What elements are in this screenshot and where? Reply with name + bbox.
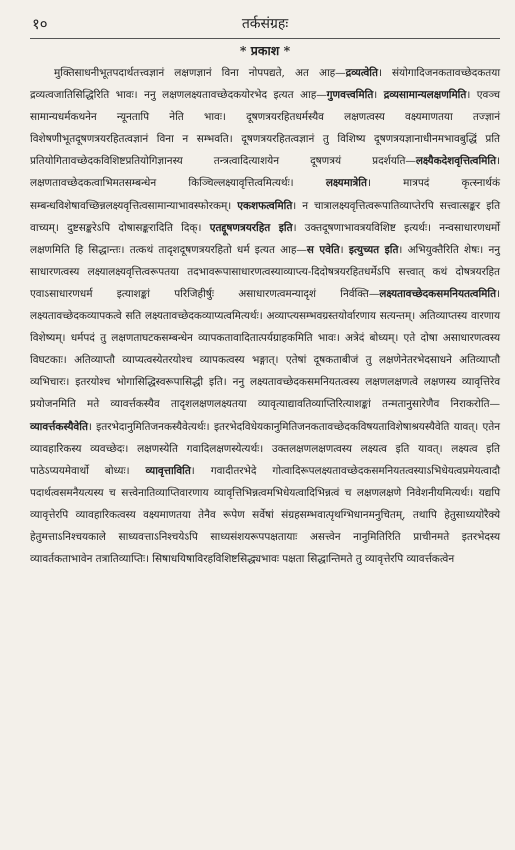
headword: द्रव्यसामान्यलक्षणमिति (383, 89, 467, 102)
headword: लक्ष्यैकदेशवृत्तित्वमिति (415, 155, 497, 168)
page-header (30, 14, 500, 36)
commentary-text: । लक्षणतावच्छेदकत्वाभिमतसम्बन्धेन किञ्चिल्लक्ष्यावृत्तित्वमित्यर्थः। (30, 155, 500, 190)
commentary-text: । (339, 243, 349, 256)
running-title: तर्कसंग्रहः (241, 16, 289, 32)
headword: इत्युच्यत इति (348, 243, 399, 256)
headword: स एवेति (306, 243, 340, 256)
commentary-text: । संयोगादिजनकतावच्छेदकतया द्रव्यत्वजातिसिद्धिरिति भावः। ननु लक्षणलक्ष्यतावच्छेदकयोरभेद इत्यत आह— (30, 67, 500, 102)
book-page (30, 14, 500, 840)
headword: व्यावर्त्तकस्यैवेति (30, 420, 88, 433)
headword: एकशफत्वमिति (237, 199, 293, 212)
commentary-text: । न चात्रालक्ष्यवृत्तित्वरूपातिव्याप्तेरपि सत्त्वात्सङ्कर इति वाच्यम्। दुष्टसङ्करेऽपि दोषासङ्करादिति दिक्। (30, 199, 501, 234)
commentary-text: । गवादीतरभेदे गोत्वादिरूपलक्ष्यतावच्छेदकसमनियतत्वस्याऽभिधेयत्वप्रमेयत्वादौ पदार्थत्वसमनैयत्यस्य च सत्त्वेनातिव्याप्तिवारणाय व्यावृत्तिभिन्नत्वमभिधेयत्वादिभिन्नत्वं च लक्षणलक्षणे निवेशनीयमित्यर्थः। यद्यपि व्यावृत्तेरपि व्यावहारिकत्वस्य वक्ष्यमाणतया तेनैव रूपेण सर्वेषां संग्रहसम्भवात्पृथग्भिधानमनुचितम्, तथापि हेतुसाध्ययोरैक्ये हेतुमत्ताऽनिश्चयकाले साध्यवत्ताऽनिश्चयेऽपि साध्यसंशयरूपपक्षतायाः असत्त्वेन नानुमितिरिति प्राचीनमते इतरभेदस्य व्यावर्तकताभावेन तत्रातिव्याप्तिः। सिषाधयिषाविरहविशिष्टसिद्ध्यभावः पक्षता सिद्धान्तिमते तु व्यावृत्तेरपि व्यावर्त्तकत्वेन (30, 464, 500, 566)
headword: एतद्दूषणत्रयरहित इति (209, 221, 293, 234)
header-rule (30, 38, 500, 39)
headword: लक्ष्यतावच्छेदकसमनियतत्वमिति (379, 287, 497, 300)
commentary-text: मुक्तिसाधनीभूतपदार्थतत्त्वज्ञानं लक्षणज्ञानं विना नोपपद्यते, अत आह— (54, 67, 346, 79)
commentary-text: । अभियुक्तैरिति शेषः। ननु साधारणत्वस्य लक्ष्यालक्ष्यवृत्तित्वरूपतया तदभावरूपासाधारणत्वस्याव्याप्त्य-दिदोषत्रयरहितधर्मेऽपि सत्त्वात् कथं दोषत्रयरहित एवाऽसाधारणधर्म इत्याशङ्कां परिजिहीर्षुः असाधारणत्वमन्यादृशं निर्वक्ति— (30, 243, 501, 300)
commentary-paragraph (30, 62, 500, 570)
headword: गुणवत्त्वमिति (326, 89, 374, 102)
headword: लक्ष्यमात्रेति (325, 177, 367, 190)
headword: व्यावृत्ताविति (145, 464, 191, 477)
commentary-text: । एवञ्च सामान्यधर्मकथनेन न्यूनतापि नेति भावः। दूषणत्रयरहितधर्मस्यैव लक्षणत्वस्य वक्ष्यमाणतया तज्ज्ञानं विशेषणीभूतदूषणत्रयरहितत्वज्ञानं विना न सम्भवति। दूषणत्रयरहितत्वज्ञानं तु विशिष्य दूषणत्रयज्ञानाधीनमभावबुद्धिं प्रति प्रतियोगितावच्छेदकविशिष्टप्रतियोगिज्ञानस्य तन्त्रत्वादित्याशयेन दूषणत्रयं प्रदर्शयति— (30, 89, 500, 168)
commentary-text: । लक्ष्यतावच्छेदकव्यापकत्वे सति लक्ष्यतावच्छेदकव्याप्यत्वमित्यर्थः। अव्याप्त्यसम्भवग्रस्तयोर्वारणाय सत्यन्तम्। अतिव्याप्तस्य वारणाय विशेष्यम्। धर्मपदं तु लक्षणताघटकसम्बन्धेन व्यापकतावादितात्पर्यग्राहकमिति भावः। अत्रेदं बोध्यम्। एते दोषा असाधारणत्वस्य विघटकाः। अतिव्याप्तौ व्याप्यत्वस्येतरयोश्च व्यापकत्वस्य भङ्गात्। एतेषां दूषकताबीजं तु लक्षणेनेतरभेदसाधने अतिव्याप्तौ व्यभिचारः। इतरयोश्च भोगासिद्धिस्वरूपासिद्धी इति। ननु लक्ष्यतावच्छेदकसमनियतत्वस्य लक्षणलक्षणत्वे लक्षणस्य व्यावृत्तिरेव प्रयोजनमिति मते व्यावर्त्तकस्यैव तादृशलक्षणलक्ष्यतया व्यावृत्याद्यावतिव्याप्तिरित्याशङ्कां तन्मतानुसारेणैव निराकरोति— (30, 287, 500, 411)
commentary-text: । (373, 89, 384, 102)
section-title: * प्रकाश * (239, 43, 291, 58)
commentary-text: । उक्तदूषणाभावत्रयविशिष्ट इत्यर्थः। नन्वसाधारणधर्मो लक्षणमिति हि सिद्धान्तः। तत्कथं तादृशदूषणत्रयरहितो धर्म इत्यत आह— (30, 221, 500, 256)
headword: द्रव्यत्वेति (345, 67, 378, 79)
commentary-text: । मात्रपदं कृत्स्नार्थकं सम्बन्धविशेषावच्छिन्नलक्ष्यवृत्तित्वसामान्याभावस्फोरकम्। (30, 177, 500, 212)
page-number: १० (32, 15, 48, 33)
commentary-text: । इतरभेदानुमितिजनकस्यैवेत्यर्थः। इतरभेदविधेयकानुमितिजनकतावच्छेदकविषयताविशेषाश्रयस्यैवेति यावत्। एतेन व्यावहारिकस्य व्यवच्छेदः। लक्षणस्येति गवादिलक्षणस्येत्यर्थः। उक्तलक्षणलक्षणत्वस्य लक्ष्यत्व इति यावत्। लक्ष्यत्व इति पाठेऽप्ययमेवार्थो बोध्यः। (30, 420, 500, 477)
